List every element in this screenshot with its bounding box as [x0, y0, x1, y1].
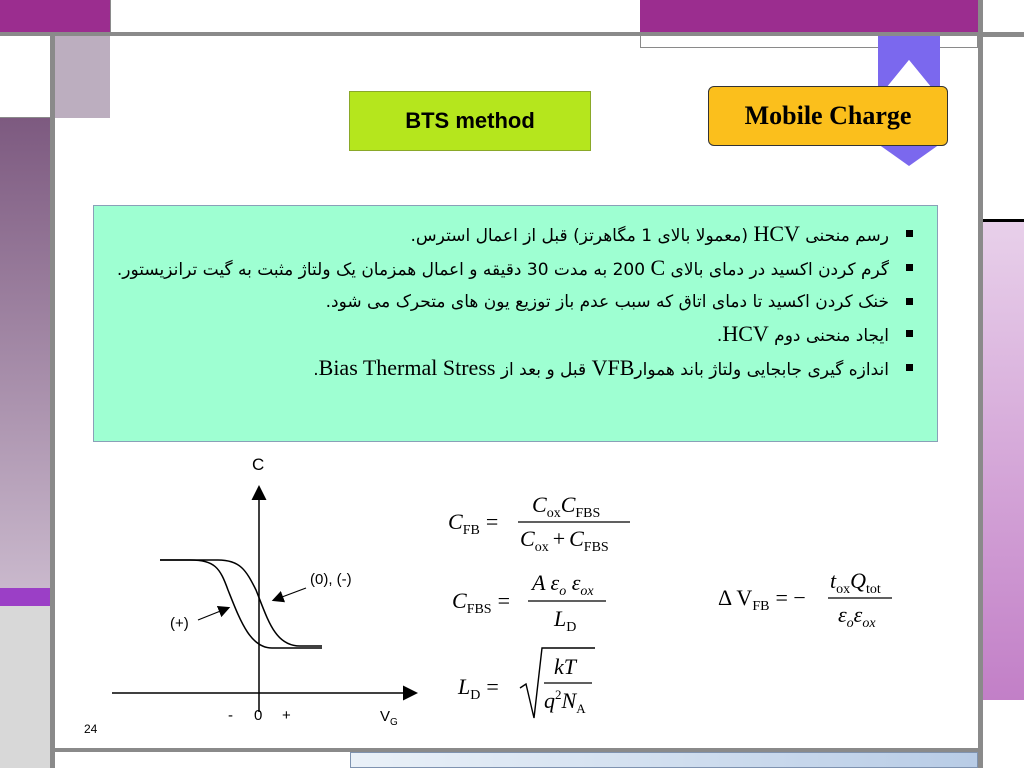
top-left-purple-bar — [0, 0, 110, 32]
equation-ld — [457, 648, 595, 718]
svg-text:toxQtot: $t_{ox}Q_{tot}$ — [830, 568, 881, 597]
bullet-item: رسم منحنی HCV (معمولا بالای 1 مگاهرتز) قبل از اعمال استرس. — [112, 218, 919, 252]
svg-text:A εo εox: A $\varepsilon_o$ $\varepsilon_{ox}$ — [532, 570, 594, 599]
bullet-marker — [906, 298, 913, 305]
curve-label-positive: (+) — [170, 615, 189, 632]
svg-text:LD: $L_D$ — [554, 606, 577, 635]
left-frame-line — [50, 36, 55, 768]
bullet-list — [112, 218, 919, 386]
page-number: 24 — [84, 722, 98, 736]
curve-label-shifted: (0), (-) — [310, 571, 352, 588]
pointer-arrow-positive — [198, 608, 228, 620]
equation-cfb — [448, 492, 630, 555]
top-right-purple-bar — [640, 0, 978, 32]
equation-dvfb — [718, 568, 892, 631]
bottom-blue-bar — [350, 752, 978, 768]
svg-text:εoεox: $\varepsilon_o\varepsilon_{ox}$ — [838, 602, 876, 631]
svg-text:CFBS=: $C_{FBS}$ = — [452, 588, 511, 617]
svg-text:CFB=: $C_{FB}$ = — [448, 509, 499, 538]
curve-shifted — [160, 560, 322, 646]
cv-graph — [100, 450, 430, 730]
svg-text:kT: kT — [554, 654, 576, 679]
tick-zero: 0 — [254, 707, 263, 724]
y-axis-label: C — [252, 455, 265, 474]
bullet-panel — [93, 205, 938, 442]
svg-text:Cox+CFBS: $C_{ox} + C_{FBS}$ — [520, 526, 609, 555]
left-purple-strip — [0, 118, 50, 588]
svg-text:LD=: $L_D$ = — [458, 674, 499, 703]
mobile-charge-badge: Mobile Charge — [708, 86, 948, 146]
bullet-marker — [906, 364, 913, 371]
svg-text:q2NA: $q^2N_A$ — [544, 687, 586, 716]
right-pink-strip — [983, 222, 1024, 700]
triangle-bottom-shape — [878, 144, 940, 166]
bullet-marker — [906, 230, 913, 237]
equations — [440, 480, 910, 730]
svg-text:Δ VFB= −: Δ $V_{FB}$ = − — [718, 585, 806, 614]
bullet-item: گرم کردن اکسید در دمای بالای C 200 به مدت 30 دقیقه و اعمال همزمان یک ولتاژ مثبت به گیت ترانزیستور. — [112, 252, 919, 286]
tick-minus: - — [228, 707, 233, 724]
bullet-item: خنک کردن اکسید تا دمای اتاق که سبب عدم باز توزیع یون های متحرک می شود. — [112, 286, 919, 318]
slide-title: BTS method — [349, 91, 591, 151]
x-axis-label: $V_G$ — [380, 708, 398, 728]
curve-positive — [160, 560, 322, 648]
bullet-item: ایجاد منحنی دوم HCV. — [112, 318, 919, 352]
bullet-marker — [906, 330, 913, 337]
pointer-arrow-shifted — [274, 588, 306, 600]
equation-cfbs — [452, 570, 606, 635]
tick-plus: + — [282, 707, 291, 724]
svg-text:CoxCFBS: $C_{ox}C_{FBS}$ — [532, 492, 601, 521]
left-top-outline — [0, 36, 50, 118]
right-top-outline — [983, 36, 1024, 219]
top-mid-outline-box — [110, 0, 640, 32]
left-purple-accent — [0, 588, 50, 606]
bullet-item: اندازه گیری جابجایی ولتاژ باند هموارVFB قبل و بعد از Bias Thermal Stress. — [112, 352, 919, 386]
left-mauve-square — [55, 36, 110, 118]
bullet-marker — [906, 264, 913, 271]
left-lower-gray-box — [0, 606, 50, 768]
